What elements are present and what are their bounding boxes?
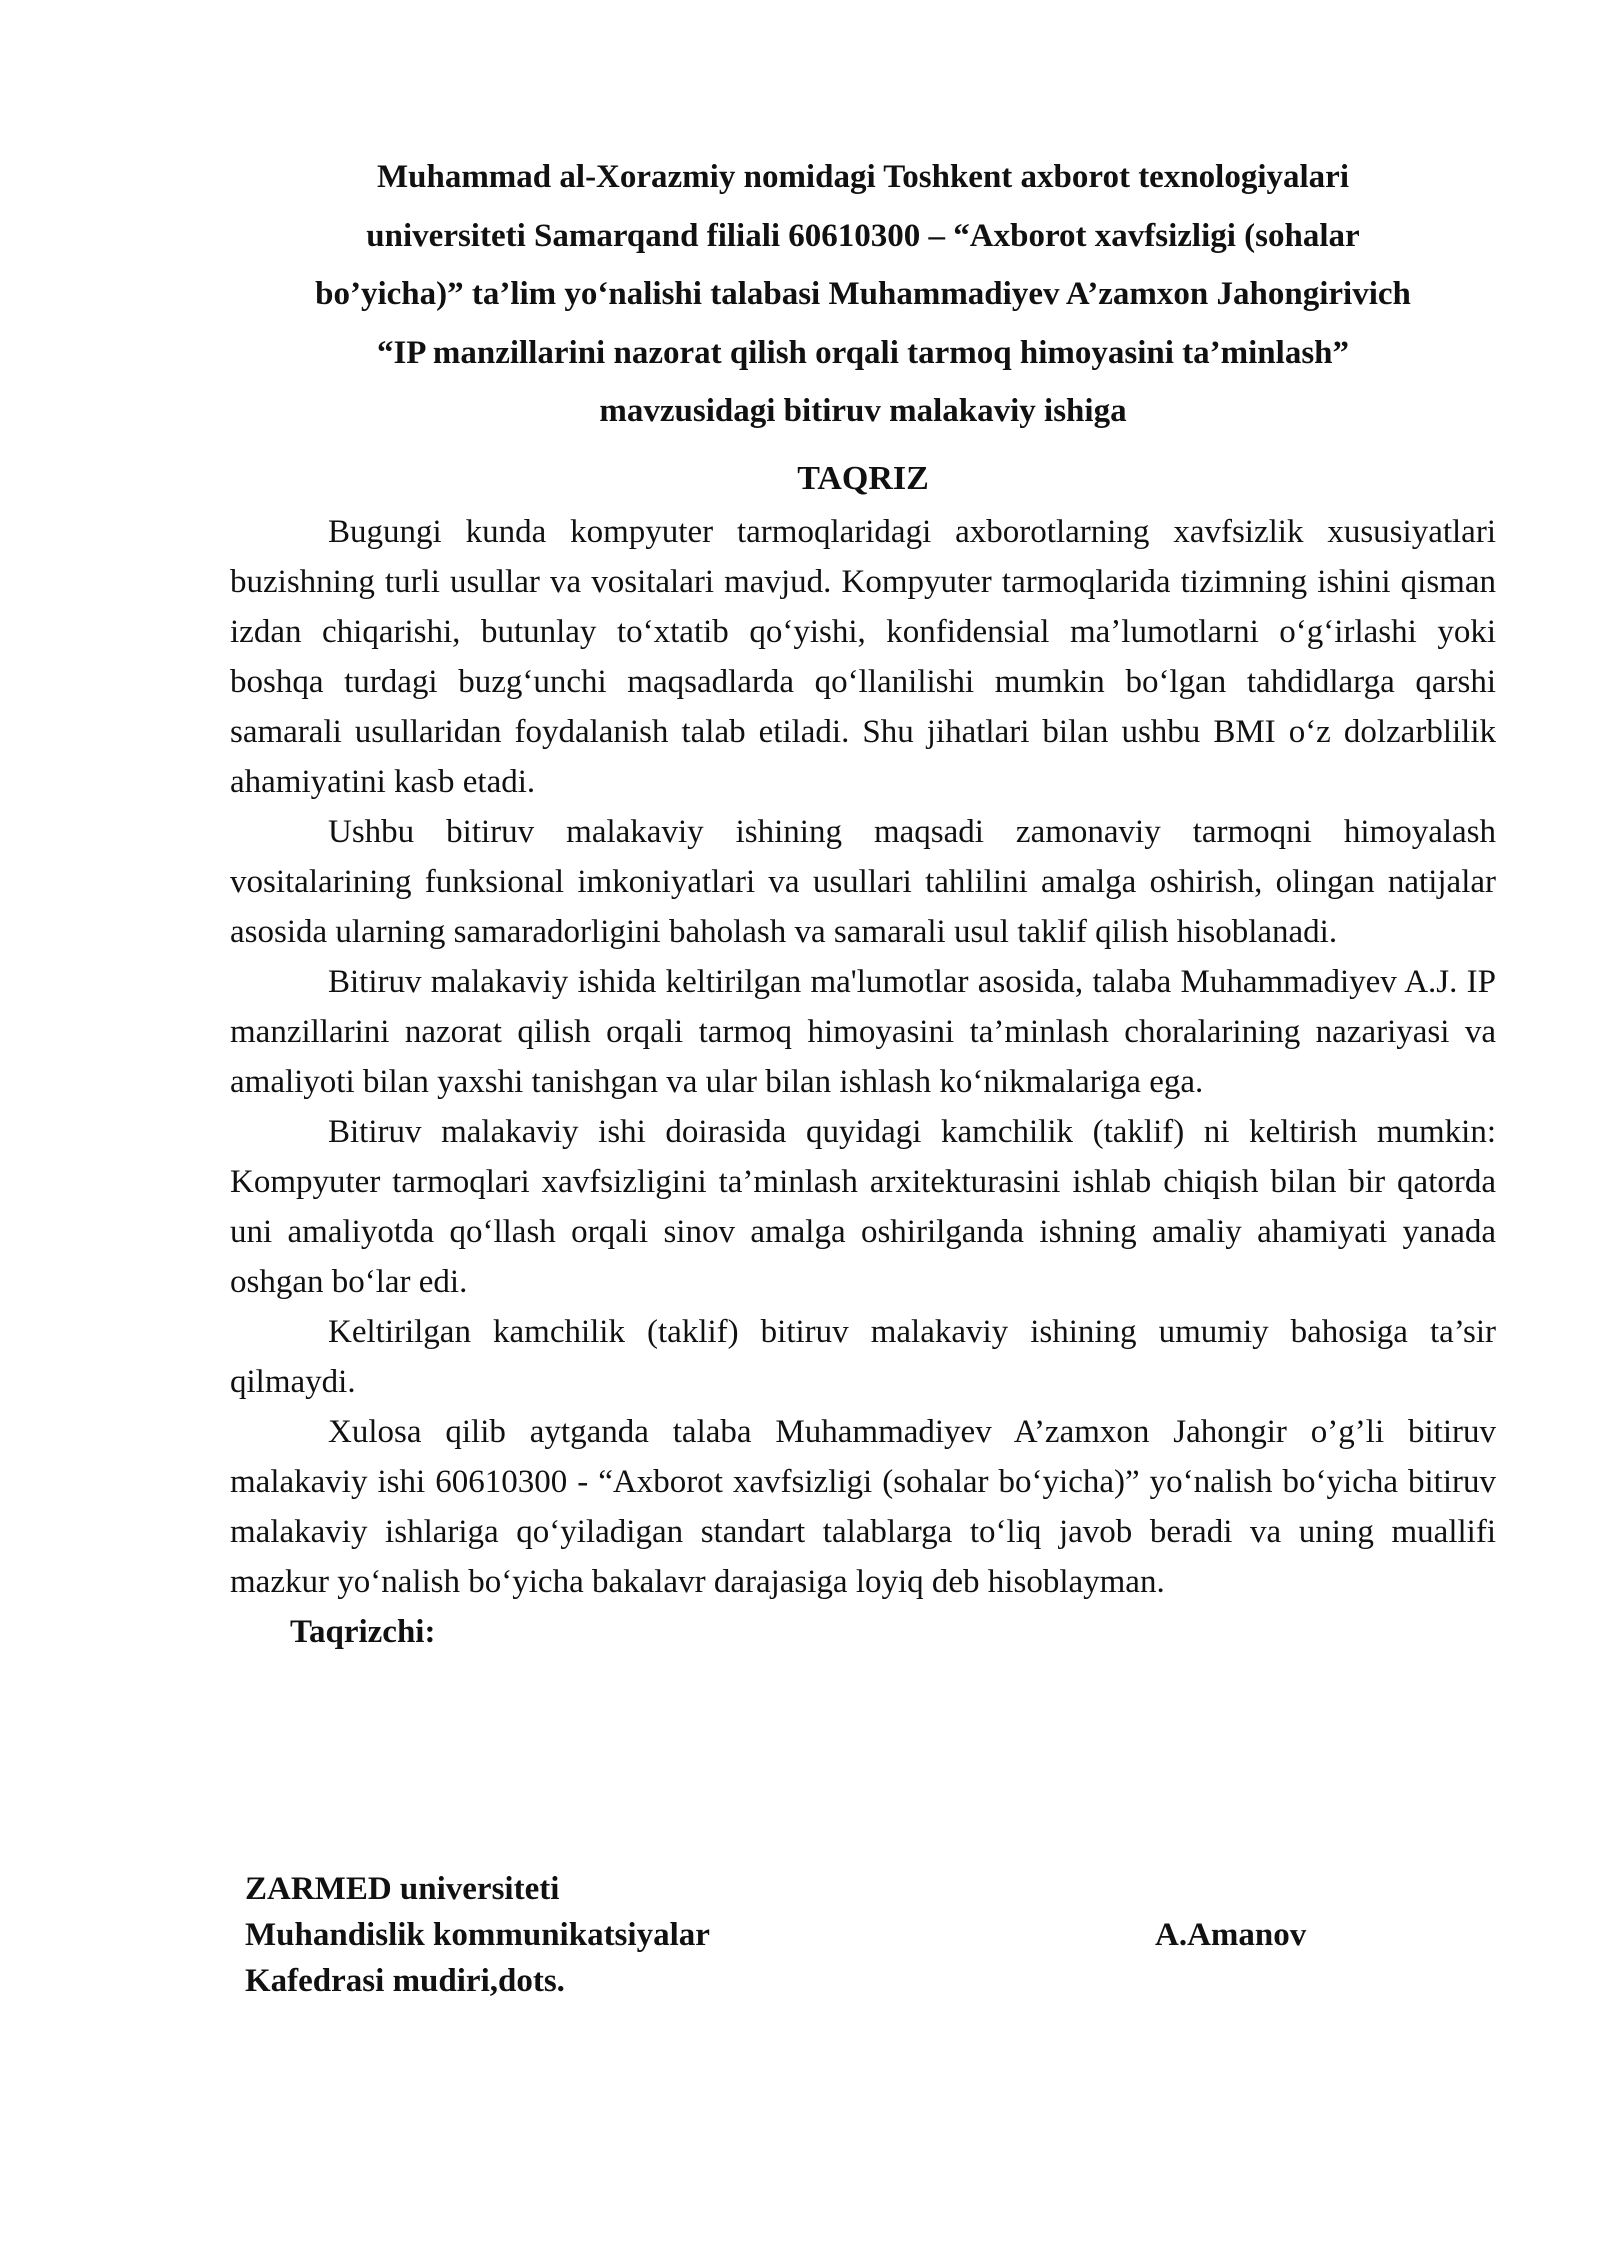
body-paragraph: Ushbu bitiruv malakaviy ishining maqsadi zamonaviy tarmoqni himoyalash vositalarining funksional imkoniyatlari va usullari tahlilini amalga oshirish, olingan natijalar asosida ularning samaradorligini baholash va samarali usul taklif qilish hisoblanadi.	[230, 813, 1496, 950]
body-paragraph: Keltirilgan kamchilik (taklif) bitiruv malakaviy ishining umumiy bahosiga ta’sir qilmaydi.	[230, 1313, 1496, 1400]
heading-line: “IP manzillarini nazorat qilish orqali tarmoq himoyasini ta’minlash”	[376, 334, 1350, 371]
reviewer-name: A.Amanov	[1155, 1917, 1307, 1953]
reviewer-label: Taqrizchi:	[290, 1613, 436, 1650]
reviewer-affiliation-line: Kafedrasi mudiri,dots.	[245, 1963, 565, 1999]
body-paragraph: Bitiruv malakaviy ishi doirasida quyidagi kamchilik (taklif) ni keltirish mumkin: Kompyuter tarmoqlari xavfsizligini ta’minlash arxitekturasini ishlab chiqish bilan bir qatorda uni amaliyotda qoʻllash orqali sinov amalga oshirilganda ishning amaliy ahamiyati yanada oshgan boʻlar edi.	[230, 1113, 1496, 1300]
document-page	[230, 148, 1496, 1657]
heading-line: universiteti Samarqand filiali 60610300 – “Axborot xavfsizligi (sohalar	[366, 217, 1360, 254]
reviewer-affiliation-line: ZARMED universiteti	[245, 1871, 560, 1907]
heading-line: bo’yicha)” ta’lim yoʻnalishi talabasi Muhammadiyev A’zamxon Jahongirivich	[315, 276, 1411, 312]
body-paragraph: Bitiruv malakaviy ishida keltirilgan ma'lumotlar asosida, talaba Muhammadiyev A.J. IP manzillarini nazorat qilish orqali tarmoq himoyasini ta’minlash choralarining nazariyasi va amaliyoti bilan yaxshi tanishgan va ular bilan ishlash koʻnikmalariga ega.	[230, 963, 1496, 1100]
signature-block	[245, 1866, 1395, 2004]
body-paragraph: Bugungi kunda kompyuter tarmoqlaridagi axborotlarning xavfsizlik xususiyatlari buzishning turli usullar va vositalari mavjud. Kompyuter tarmoqlarida tizimning ishini qisman izdan chiqarishi, butunlay toʻxtatib qoʻyishi, konfidensial maʼlumotlarni oʻgʻirlashi yoki boshqa turdagi buzgʻunchi maqsadlarda qoʻllanilishi mumkin boʻlgan tahdidlarga qarshi samarali usullaridan foydalanish talab etiladi. Shu jihatlari bilan ushbu BMI oʻz dolzarblilik ahamiyatini kasb etadi.	[230, 513, 1496, 800]
document-title: TAQRIZ	[797, 459, 929, 497]
reviewer-affiliation-line: Muhandislik kommunikatsiyalar	[245, 1917, 710, 1953]
document-heading	[230, 148, 1496, 441]
document-body	[230, 507, 1496, 1607]
heading-line: mavzusidagi bitiruv malakaviy ishiga	[599, 393, 1127, 429]
heading-line: Muhammad al-Xorazmiy nomidagi Toshkent axborot texnologiyalari	[376, 159, 1350, 195]
body-paragraph: Xulosa qilib aytganda talaba Muhammadiyev A’zamxon Jahongir o’g’li bitiruv malakaviy ishi 60610300 - “Axborot xavfsizligi (sohalar boʻyicha)” yoʻnalish boʻyicha bitiruv malakaviy ishlariga qoʻyiladigan standart talablarga toʻliq javob beradi va uning muallifi mazkur yoʻnalish boʻyicha bakalavr darajasiga loyiq deb hisoblayman.	[230, 1413, 1496, 1600]
